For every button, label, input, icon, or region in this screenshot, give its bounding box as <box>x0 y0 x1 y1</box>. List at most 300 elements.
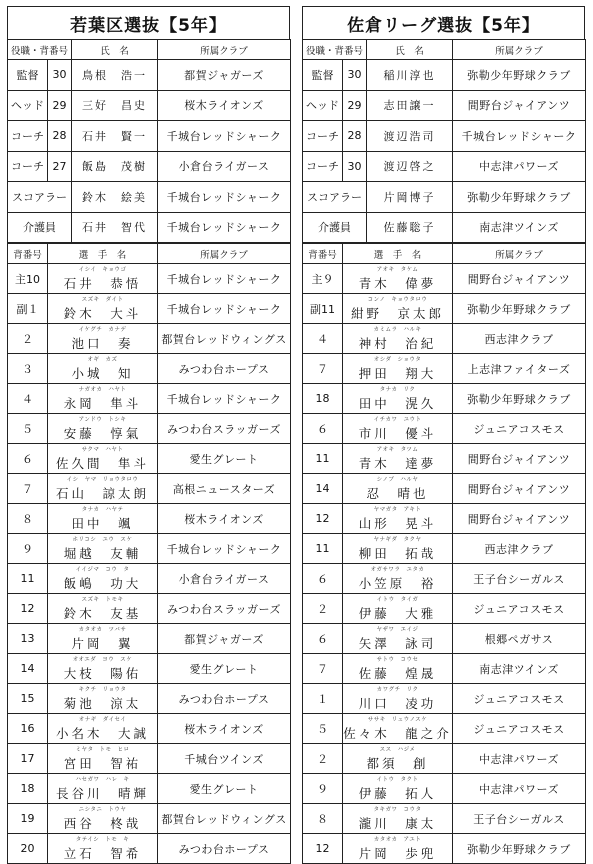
player-club: みつわ台ホープス <box>158 834 291 864</box>
header-number: 背番号 <box>8 243 48 264</box>
player-name-cell <box>343 594 453 624</box>
header-role: 役職・背番号 <box>8 40 72 60</box>
player-name-cell <box>343 444 453 474</box>
staff-name: 渡辺浩司 <box>367 121 453 152</box>
player-name: 押田 翔大 <box>358 365 437 381</box>
player-name: 小名木 大誠 <box>56 725 150 741</box>
staff-number: 30 <box>343 151 367 182</box>
player-name-cell <box>48 804 158 834</box>
player-number: ６ <box>8 444 48 474</box>
player-number: 12 <box>303 834 343 864</box>
player-club: 王子台シーガルス <box>453 804 586 834</box>
staff-name: 飯島 茂樹 <box>72 151 158 182</box>
staff-row <box>303 212 586 243</box>
staff-role: スコアラー <box>8 182 72 213</box>
staff-number: 28 <box>48 121 72 152</box>
player-furigana: イイジマ コウ タ <box>75 567 130 573</box>
team-roster-left <box>7 6 290 864</box>
staff-club: 弥勒少年野球クラブ <box>453 60 586 91</box>
player-name-cell <box>48 414 158 444</box>
player-club: 都賀ジャガーズ <box>158 624 291 654</box>
player-number: 14 <box>8 654 48 684</box>
player-furigana: オナギ ダイセイ <box>78 717 127 723</box>
player-name: 矢澤 詠司 <box>358 635 437 651</box>
header-player-name: 選 手 名 <box>48 243 158 264</box>
player-number: 15 <box>8 684 48 714</box>
staff-role: コーチ <box>303 121 343 152</box>
header-club: 所属クラブ <box>158 40 291 60</box>
player-club: 弥勒少年野球クラブ <box>453 294 586 324</box>
player-name-cell <box>343 714 453 744</box>
player-club: ジュニアコスモス <box>453 594 586 624</box>
player-furigana: ヤザワ エイジ <box>376 627 419 633</box>
player-furigana: キクチ リョウタ <box>78 687 127 693</box>
player-furigana: アオキ タツム <box>376 447 419 453</box>
staff-number: 29 <box>343 90 367 121</box>
player-row <box>8 714 291 744</box>
player-row <box>303 324 586 354</box>
staff-club: 千城台レッドシャーク <box>158 212 291 243</box>
staff-number: 29 <box>48 90 72 121</box>
player-number: ２ <box>303 594 343 624</box>
player-club: みつわ台ホープス <box>158 684 291 714</box>
player-name: 柳田 拓哉 <box>358 545 437 561</box>
player-furigana: カタオカ ツバサ <box>78 627 127 633</box>
player-furigana: タキガワ コウタ <box>373 807 422 813</box>
staff-row <box>303 121 586 152</box>
staff-club: 千城台レッドシャーク <box>453 121 586 152</box>
player-name: 都須 創 <box>366 755 429 771</box>
player-name-cell <box>343 294 453 324</box>
player-number: 主10 <box>8 264 48 294</box>
player-name-cell <box>343 264 453 294</box>
player-number: 14 <box>303 474 343 504</box>
player-number: ３ <box>8 354 48 384</box>
player-row <box>8 354 291 384</box>
player-name-cell <box>48 534 158 564</box>
staff-row <box>303 90 586 121</box>
staff-club: 南志津ツインズ <box>453 212 586 243</box>
player-number: 主９ <box>303 264 343 294</box>
header-role: 役職・背番号 <box>303 40 367 60</box>
player-row <box>303 564 586 594</box>
player-row <box>303 384 586 414</box>
staff-role: コーチ <box>8 151 48 182</box>
player-name: 長谷川 晴輝 <box>56 785 150 801</box>
player-row <box>8 474 291 504</box>
staff-name: 鈴木 絵美 <box>72 182 158 213</box>
player-name-cell <box>48 624 158 654</box>
player-furigana: カミムラ ハルキ <box>373 327 422 333</box>
player-name-cell <box>48 564 158 594</box>
staff-row <box>8 121 291 152</box>
player-name-cell <box>343 744 453 774</box>
player-club: 千城台レッドシャーク <box>158 264 291 294</box>
player-furigana: イトウ タクト <box>376 777 419 783</box>
player-name: 佐々木 龍之介 <box>343 725 452 741</box>
staff-club: 小倉台ライガース <box>158 151 291 182</box>
player-name: 堀越 友輔 <box>63 545 142 561</box>
player-number: ５ <box>8 414 48 444</box>
player-number: ４ <box>8 384 48 414</box>
player-row <box>8 654 291 684</box>
team-roster-right <box>302 6 585 864</box>
player-name: 大枝 陽佑 <box>63 665 142 681</box>
player-number: ６ <box>303 564 343 594</box>
staff-header-row <box>8 40 291 60</box>
player-club: 都賀台レッドウィングス <box>158 804 291 834</box>
staff-name: 志田譲一 <box>367 90 453 121</box>
staff-role: ヘッド <box>303 90 343 121</box>
player-row <box>303 624 586 654</box>
staff-row <box>8 182 291 213</box>
player-name: 川口 凌功 <box>358 695 437 711</box>
player-furigana: イトウ タイガ <box>376 597 419 603</box>
player-number: ６ <box>303 624 343 654</box>
player-name-cell <box>48 774 158 804</box>
staff-name: 石井 智代 <box>72 212 158 243</box>
player-row <box>303 474 586 504</box>
player-name: 神村 治紀 <box>358 335 437 351</box>
player-number: 13 <box>8 624 48 654</box>
player-name-cell <box>343 654 453 684</box>
player-row <box>303 684 586 714</box>
player-furigana: タナカ リク <box>379 387 416 393</box>
player-number: ８ <box>8 504 48 534</box>
staff-role: ヘッド <box>8 90 48 121</box>
player-row <box>8 294 291 324</box>
staff-club: 間野台ジャイアンツ <box>453 90 586 121</box>
player-club: 間野台ジャイアンツ <box>453 474 586 504</box>
player-name: 山形 晃斗 <box>358 515 437 531</box>
player-number: ９ <box>8 534 48 564</box>
player-furigana: ニシタニ トウヤ <box>78 807 127 813</box>
player-furigana: ササキ リュウノスケ <box>367 717 428 723</box>
roster-table <box>7 39 291 864</box>
player-number: 11 <box>8 564 48 594</box>
player-number: 16 <box>8 714 48 744</box>
player-name-cell <box>343 504 453 534</box>
player-name: 石山 諒太朗 <box>56 485 150 501</box>
staff-role: 介護員 <box>303 212 367 243</box>
player-name: 瀧川 康太 <box>358 815 437 831</box>
player-name-cell <box>343 774 453 804</box>
player-name: 伊藤 大雅 <box>358 605 437 621</box>
player-name: 鈴木 友基 <box>63 605 142 621</box>
player-furigana: サクマ ハヤト <box>81 447 124 453</box>
staff-name: 鳥根 浩一 <box>72 60 158 91</box>
staff-name: 片岡博子 <box>367 182 453 213</box>
player-name: 小城 知 <box>71 365 134 381</box>
player-number: １ <box>303 684 343 714</box>
player-club: 西志津クラブ <box>453 324 586 354</box>
player-name-cell <box>343 384 453 414</box>
player-club: 根郷ペガサス <box>453 624 586 654</box>
player-name-cell <box>48 264 158 294</box>
player-number: ７ <box>303 354 343 384</box>
player-club: 弥勒少年野球クラブ <box>453 384 586 414</box>
staff-row <box>303 182 586 213</box>
player-club: みつわ台ホープス <box>158 354 291 384</box>
player-row <box>8 594 291 624</box>
staff-row <box>8 151 291 182</box>
player-furigana: スズキ ダイト <box>81 297 124 303</box>
player-name-cell <box>343 414 453 444</box>
player-club: 都賀台レッドウィングス <box>158 324 291 354</box>
player-number: ６ <box>303 414 343 444</box>
player-name-cell <box>343 564 453 594</box>
roster-title: 佐倉リーグ選抜【5年】 <box>302 6 585 39</box>
player-row <box>303 414 586 444</box>
player-name: 永岡 隼斗 <box>63 395 142 411</box>
player-row <box>8 744 291 774</box>
player-name: 忍 晴也 <box>366 485 429 501</box>
player-furigana: ハセガワ ハレ キ <box>75 777 130 783</box>
staff-number: 30 <box>343 60 367 91</box>
player-row <box>8 414 291 444</box>
player-row <box>303 804 586 834</box>
player-number: 12 <box>8 594 48 624</box>
staff-role: 監督 <box>303 60 343 91</box>
roster-title: 若葉区選抜【5年】 <box>7 6 290 39</box>
player-header-row <box>8 243 291 264</box>
player-name: 紺野 京太郎 <box>351 305 445 321</box>
player-club: 桜木ライオンズ <box>158 504 291 534</box>
player-row <box>303 444 586 474</box>
player-club: 王子台シーガルス <box>453 564 586 594</box>
player-furigana: オガサワラ ユタカ <box>370 567 425 573</box>
player-furigana: タテイシ トモ キ <box>75 837 130 843</box>
player-name: 立石 智希 <box>63 845 142 861</box>
player-number: 11 <box>303 444 343 474</box>
player-row <box>8 504 291 534</box>
player-club: 中志津パワーズ <box>453 744 586 774</box>
player-name-cell <box>48 324 158 354</box>
player-name: 田中 颯 <box>71 515 134 531</box>
staff-role: コーチ <box>303 151 343 182</box>
player-name-cell <box>343 624 453 654</box>
staff-club: 千城台レッドシャーク <box>158 182 291 213</box>
player-furigana: タナカ ハヤテ <box>81 507 124 513</box>
header-number: 背番号 <box>303 243 343 264</box>
staff-club: 弥勒少年野球クラブ <box>453 182 586 213</box>
player-row <box>8 264 291 294</box>
player-name-cell <box>343 804 453 834</box>
player-name: 青木 偉夢 <box>358 275 437 291</box>
player-row <box>303 294 586 324</box>
player-club: 千城台ツインズ <box>158 744 291 774</box>
player-row <box>8 444 291 474</box>
player-club: 愛生グレート <box>158 774 291 804</box>
player-row <box>8 324 291 354</box>
player-row <box>8 684 291 714</box>
player-club: 間野台ジャイアンツ <box>453 504 586 534</box>
player-club: 南志津ツインズ <box>453 654 586 684</box>
staff-name: 三好 昌史 <box>72 90 158 121</box>
player-name-cell <box>48 294 158 324</box>
player-name-cell <box>343 534 453 564</box>
player-club: 千城台レッドシャーク <box>158 534 291 564</box>
player-name: 佐久間 隼斗 <box>56 455 150 471</box>
player-number: ４ <box>303 324 343 354</box>
player-furigana: ヤナギダ タクヤ <box>373 537 422 543</box>
staff-row <box>303 60 586 91</box>
player-name: 片岡 歩兜 <box>358 845 437 861</box>
player-row <box>303 594 586 624</box>
player-row <box>303 774 586 804</box>
player-club: 西志津クラブ <box>453 534 586 564</box>
player-club: 中志津パワーズ <box>453 774 586 804</box>
player-name-cell <box>343 474 453 504</box>
player-club: ジュニアコスモス <box>453 414 586 444</box>
player-club: 愛生グレート <box>158 444 291 474</box>
player-club: ジュニアコスモス <box>453 684 586 714</box>
player-name-cell <box>48 504 158 534</box>
player-row <box>303 834 586 864</box>
player-name-cell <box>343 354 453 384</box>
player-number: 副11 <box>303 294 343 324</box>
player-furigana: ホリコシ ユウ スケ <box>72 537 133 543</box>
player-name-cell <box>48 684 158 714</box>
player-club: みつわ台スラッガーズ <box>158 414 291 444</box>
player-name: 伊藤 拓人 <box>358 785 437 801</box>
player-name: 片岡 翼 <box>71 635 134 651</box>
header-name: 氏 名 <box>367 40 453 60</box>
staff-number: 27 <box>48 151 72 182</box>
roster-table <box>302 39 586 864</box>
header-club: 所属クラブ <box>453 40 586 60</box>
player-club: 上志津ファイターズ <box>453 354 586 384</box>
header-player-club: 所属クラブ <box>158 243 291 264</box>
player-club: 桜木ライオンズ <box>158 714 291 744</box>
player-number: 12 <box>303 504 343 534</box>
player-name: 小笠原 裕 <box>358 575 437 591</box>
player-row <box>303 744 586 774</box>
player-club: 小倉台ライガース <box>158 564 291 594</box>
staff-name: 渡辺啓之 <box>367 151 453 182</box>
player-row <box>303 354 586 384</box>
player-number: ２ <box>303 744 343 774</box>
staff-row <box>8 90 291 121</box>
player-number: 副１ <box>8 294 48 324</box>
player-furigana: ナガオカ ハヤト <box>78 387 127 393</box>
player-row <box>303 504 586 534</box>
player-name-cell <box>48 384 158 414</box>
player-name: 飯嶋 功大 <box>63 575 142 591</box>
staff-name: 稲川淳也 <box>367 60 453 91</box>
player-name-cell <box>343 324 453 354</box>
header-name: 氏 名 <box>72 40 158 60</box>
player-club: 弥勒少年野球クラブ <box>453 834 586 864</box>
player-name: 西谷 柊哉 <box>63 815 142 831</box>
player-row <box>8 774 291 804</box>
player-furigana: オオエダ ヨウ スケ <box>72 657 133 663</box>
player-number: ７ <box>303 654 343 684</box>
player-name-cell <box>48 714 158 744</box>
player-club: 千城台レッドシャーク <box>158 294 291 324</box>
player-furigana: スズキ トモキ <box>81 597 124 603</box>
player-row <box>8 624 291 654</box>
player-number: 20 <box>8 834 48 864</box>
staff-name: 佐藤聡子 <box>367 212 453 243</box>
player-furigana: アンドウ トシキ <box>78 417 127 423</box>
staff-club: 千城台レッドシャーク <box>158 121 291 152</box>
staff-number: 28 <box>343 121 367 152</box>
player-number: ７ <box>8 474 48 504</box>
player-number: ８ <box>303 804 343 834</box>
staff-club: 都賀ジャガーズ <box>158 60 291 91</box>
staff-row <box>303 151 586 182</box>
player-row <box>303 714 586 744</box>
player-number: ５ <box>303 714 343 744</box>
player-furigana: アオキ タケム <box>376 267 419 273</box>
player-furigana: イケグチ カナデ <box>78 327 127 333</box>
player-name: 菊池 涼太 <box>63 695 142 711</box>
player-furigana: イシ ヤマ リョウタロウ <box>66 477 139 483</box>
header-player-club: 所属クラブ <box>453 243 586 264</box>
player-name: 田中 滉久 <box>358 395 437 411</box>
player-name-cell <box>48 474 158 504</box>
player-furigana: カタオカ アユト <box>373 837 422 843</box>
staff-club: 中志津パワーズ <box>453 151 586 182</box>
player-furigana: オシダ ショウタ <box>373 357 422 363</box>
player-club: 千城台レッドシャーク <box>158 384 291 414</box>
player-number: 18 <box>8 774 48 804</box>
player-furigana: スス ハジメ <box>379 747 416 753</box>
player-club: 愛生グレート <box>158 654 291 684</box>
player-furigana: イチカワ ユウト <box>373 417 422 423</box>
player-name-cell <box>48 834 158 864</box>
staff-row <box>8 60 291 91</box>
player-name: 佐藤 煌晟 <box>358 665 437 681</box>
player-name-cell <box>48 354 158 384</box>
staff-club: 桜木ライオンズ <box>158 90 291 121</box>
player-club: 間野台ジャイアンツ <box>453 444 586 474</box>
player-name: 安藤 惇氣 <box>63 425 142 441</box>
player-name: 青木 達夢 <box>358 455 437 471</box>
staff-role: 監督 <box>8 60 48 91</box>
player-name: 宮田 智祐 <box>63 755 142 771</box>
player-furigana: カワグチ リク <box>376 687 419 693</box>
staff-name: 石井 賢一 <box>72 121 158 152</box>
player-furigana: サトウ コウセ <box>376 657 419 663</box>
player-number: ２ <box>8 324 48 354</box>
player-number: 17 <box>8 744 48 774</box>
player-name: 石井 恭悟 <box>63 275 142 291</box>
player-number: 19 <box>8 804 48 834</box>
player-club: みつわ台スラッガーズ <box>158 594 291 624</box>
player-name-cell <box>48 654 158 684</box>
staff-role: 介護員 <box>8 212 72 243</box>
player-name-cell <box>48 744 158 774</box>
player-club: 高根ニュースターズ <box>158 474 291 504</box>
player-row <box>8 534 291 564</box>
player-name-cell <box>48 444 158 474</box>
player-row <box>8 564 291 594</box>
player-club: 間野台ジャイアンツ <box>453 264 586 294</box>
player-row <box>303 534 586 564</box>
player-name-cell <box>343 834 453 864</box>
staff-number: 30 <box>48 60 72 91</box>
player-row <box>303 264 586 294</box>
player-row <box>8 834 291 864</box>
player-furigana: シノブ ハルヤ <box>376 477 419 483</box>
player-row <box>8 804 291 834</box>
player-furigana: コンノ キョウタロウ <box>367 297 428 303</box>
player-header-row <box>303 243 586 264</box>
staff-row <box>8 212 291 243</box>
staff-role: コーチ <box>8 121 48 152</box>
